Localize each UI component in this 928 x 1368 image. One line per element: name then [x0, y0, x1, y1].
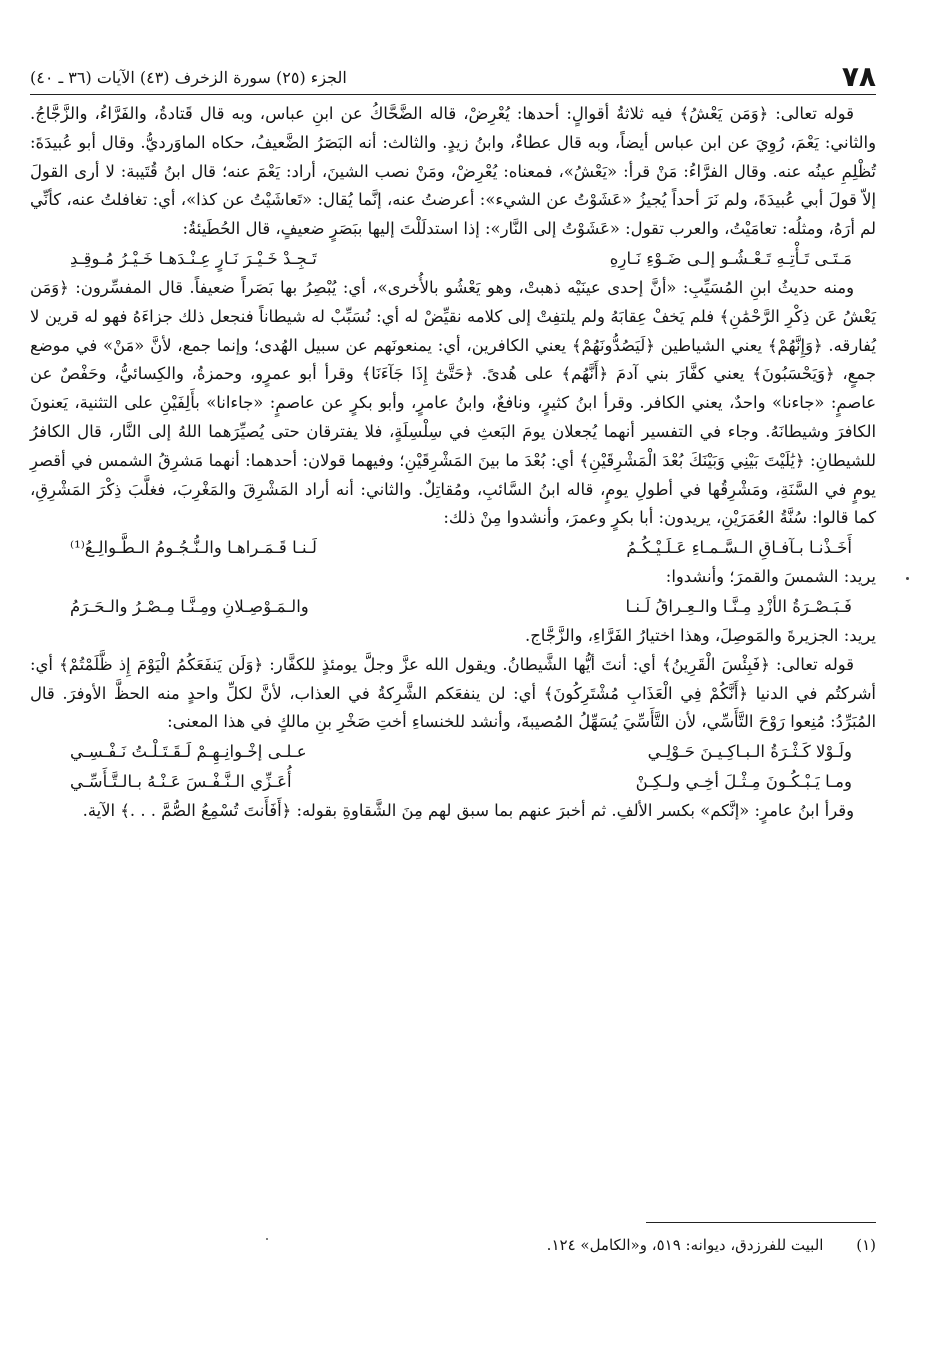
scan-speck — [906, 577, 909, 580]
footnote-text: البيت للفرزدق، ديوانه: ٥١٩، و«الكامل» ١٢٤. — [546, 1236, 824, 1254]
verse-right-hemistich: فَـبَـصْـرَةُ الأزْدِ مِـنَّـا والـعِـراقُ لَـنـا — [625, 596, 852, 616]
paragraph-4: وقرأ ابنُ عامرٍ: «إنَّكم» بكسر الألفِ. ثم أخبرَ عنهم بما سبق لهم مِنَ الشَّقاوةِ بقوله: ﴿أَفَأَنتَ تُسْمِعُ الصُّمَّ . . .﴾ الآية. — [82, 801, 854, 821]
page-body — [30, 100, 876, 826]
footnote-number: (١) — [856, 1236, 876, 1254]
verse-left-hemistich: تَـجِـدْ خَـيْـرَ نَـارٍ عِـنْـدَهـا خَـيْـرُ مُـوقِـدِ — [70, 248, 317, 268]
verse-basrah — [30, 592, 876, 622]
paragraph-1: قوله تعالى: ﴿وَمَن يَعْشُ﴾ فيه ثلاثةُ أقوالٍ: أحدها: يُعْرِضْ، قاله الضَّحَّاكُ عن ابنِ عباس، وبه قال قَتادةُ، والفَرَّاءُ، والزَّجَّاجُ. والثاني: يَعْمَ، رُوِيَ عن ابن عباس أيضاً، وبه قال عطاءٌ، وابنُ زيدٍ. والثالث: أنه البَصَرُ الضَّعيفُ، حكاه الماوَرديُّ. وقال أبو عُبيدَةَ: تُظْلِمِ عينُه عنه. وقال الفرَّاءُ: مَنْ قرأ: «يَعْشُ»، فمعناه: يُعْرِضْ، ومَنْ نصب الشينَ، أراد: يَعْمَ عنه؛ قال ابنُ قُتَيبة: لا أرى القولَ إلاّ قولَ أبي عُبيدَةَ، ولم نَرَ أحداً يُجيزُ «عَشَوْتُ عن الشيء»: أعرضتُ عنه، إنَّما يُقال: «تَعاشَيْتُ عن كذا»، أي: تغافلتُ عنه، كأنِّي لم أرَهُ، ومثلُه: تعامَيْتُ، والعرب تقول: «عَشَوْتُ إلى النَّار»: إذا استدلَلْتَ إليها ببَصَرٍ ضعيفٍ، قال الحُطَيئةُ: — [30, 104, 876, 239]
running-head: الجزء (٢٥) سورة الزخرف (٤٣) الآيات (٣٦ ـ ٤٠) — [30, 68, 347, 87]
verse-right-hemistich: ومـا يَـبْـكُـونَ مِـثْـلَ أخِـي ولـكِـنْ — [635, 772, 852, 792]
verse-left-hemistich: أُعَـزِّي الـنَّـفْـسَ عَـنْـهُ بـالـتَّـأَسِّـي — [70, 772, 292, 792]
verse-hutayah — [30, 244, 876, 274]
verse-right-hemistich: مَـتَـى تَـأْتِـهِ تَـعْـشُـو إلـى ضَـوْءِ نَـارِهِ — [609, 248, 852, 268]
paragraph-3: قوله تعالى: ﴿فَبِئْسَ الْقَرِينُ﴾ أي: أنتَ أيُّها الشَّيطانُ. ويقول الله عزَّ وجلَّ يومئذٍ للكفَّار: ﴿وَلَن يَنفَعَكُمُ الْيَوْمَ إِذ ظَّلَمْتُمْ﴾ أي: أشركتُم في الدنيا ﴿أَنَّكُمْ فِي الْعَذَابِ مُشْتَرِكُونَ﴾ أي: لن ينفعَكم الشَّرِكةُ في العذاب، لأنَّ لكلِّ واحدٍ منه الحظَّ الأوفرَ. قال المُبَرِّدُ: مُنِعوا رَوْحَ التَّأَسِّي، لأن التَّأَسِّيَ يُسَهِّلُ المُصيبةَ، وأنشد للخنساءِ أختِ صَخْرِ بنِ مالكٍ في هذا المعنى: — [30, 654, 876, 732]
paragraph-2: ومنه حديثُ ابنِ المُسَيِّبِ: «أنَّ إحدى عينَيْه ذهبتْ، وهو يَعْشُو بالأُخرى»، أي: يُبْصِرُ بها بَصَراً ضعيفاً. قال المفسِّرون: ﴿وَمَن يَعْشُ عَن ذِكْرِ الرَّحْمَٰنِ﴾ فلم يَخفْ عِقابَهُ ولم يلتفِتْ إلى كلامه نقيِّضْ له أي: نُسَبِّبْ له شيطاناً فنجعل ذلك جزاءَهُ فهو له قرين لا يُفارقه. ﴿وَإِنَّهُمْ﴾ يعني الشياطين ﴿لَيَصُدُّونَهُمْ﴾ يعني الكافرين، أي: يمنعونَهم عن سبيل الهُدى؛ وإنما جمع، لأنَّ «مَنْ» في موضع جمعٍ، ﴿وَيَحْسَبُونَ﴾ يعني كفَّارَ بني آدمَ ﴿أَنَّهُم﴾ على هُدىً. ﴿حَتَّىٰٓ إِذَا جَآءَنَا﴾ وقرأ أبو عمرٍو، وحمزةُ، والكِسائيُّ، وحَفْصٌ عن عاصمٍ: «جاءنا» واحدٌ، يعني الكافر. وقرأ ابنُ كثيرٍ، ونافعٌ، وابنُ عامرٍ، وأبو بكرٍ عن عاصمٍ: «جاءانا» بأَلِفَيْنِ على التثنية، يَعنونَ الكافرَ وشيطانَهُ. وجاء في التفسير أنهما يُجعلان يومَ البَعثِ في سِلْسِلَةٍ، فلا يفترقان حتى يُصيِّرَهما اللهُ إلى النَّار، قال الكافرُ للشيطانِ: ﴿يَٰلَيْتَ بَيْنِي وَبَيْنَكَ بُعْدَ الْمَشْرِقَيْنِ﴾ أي: بُعْدَ ما بينَ المَشْرِقَيْنِ؛ وفيهما قولان: أحدهما: أنهما مَشرِقُ الشمس في أقصرِ يومٍ في السَّنَةِ، ومَشْرِقُها في أطولِ يومٍ، قاله ابنُ السَّائبِ، ومُقاتِلٌ. والثاني: أنه أراد المَشْرِقَ والمَغْرِبَ، فغلَّبَ ذِكْرَ المَشْرِقِ، كما قالوا: سُنَّةُ العُمَرَيْنِ، يريدون: أبا بكرٍ وعمرَ، وأنشدوا مِنْ ذلك: — [30, 277, 876, 528]
verse-khansa-1 — [30, 737, 876, 767]
verse-farazdaq — [30, 533, 876, 563]
verse-explanation-1: يريد: الشمسَ والقمرَ؛ وأنشدوا: — [665, 567, 876, 587]
footnote-divider — [646, 1222, 876, 1223]
page-number: ٧٨ — [841, 60, 876, 93]
scan-speck — [266, 1238, 268, 1240]
verse-left-hemistich: عـلـى إخْـوانِـهِـمْ لَـقَـتَـلْـتُ نَـفْـسِـي — [70, 742, 307, 762]
verse-left-hemistich: والـمَـوْصِـلانِ ومِـنَّـا مِـصْـرُ والـحَـرَمُ — [70, 596, 309, 616]
verse-left-hemistich: لَـنـا قَـمَـراهـا والـنُّـجُـومُ الـطَّـوالِـعُ⁽¹⁾ — [70, 538, 317, 558]
verse-right-hemistich: ولَـوْلا كَـثْـرَةُ الـبـاكِـيـنَ حَـوْلِـي — [647, 742, 852, 762]
page-header — [30, 58, 876, 95]
verse-khansa-2 — [30, 767, 876, 797]
verse-right-hemistich: أَخَـذْنـا بـآفـاقِ الـسَّـمـاءِ عَـلَـيْـكُـمُ — [626, 538, 852, 558]
footnote — [30, 1232, 876, 1258]
verse-explanation-2: يريد: الجزيرةَ والمَوصِلَ، وهذا اختيارُ الفَرَّاءِ، والزَّجَّاج. — [524, 625, 876, 645]
